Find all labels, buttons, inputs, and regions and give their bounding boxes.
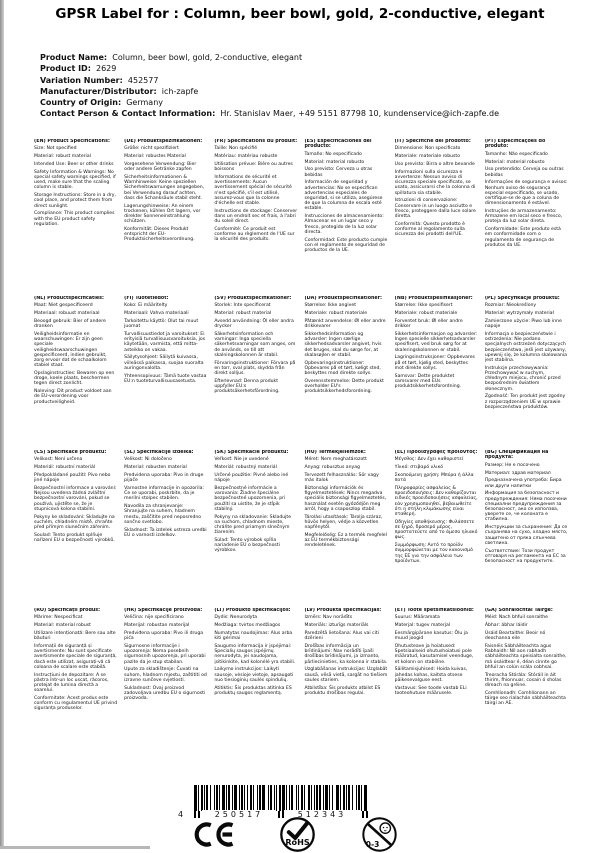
lang-block-line: Πληροφορίες ασφαλείας & προειδοποιήσεις: Δεν καθορίζονται ειδικές προειδοποιήσεις ασφαλείας, εάν χρησιμοποιηθεί, βεβαιωθείτε ότι η στήλη κλιμάκωσης είναι σταθερή. [394,486,478,518]
lang-block-bg [485,450,568,608]
lang-block-line: Faisnéis Sábháilteachta agus Rabhaidh: Níl aon rabhadh sábháilteachta speisialta sonraithe, má úsáidtear é, déan cinnte go bhfuil an colún scála cobhsaí. [484,644,567,670]
lang-block-header: (FI) Tuotetiedot: [124,296,169,301]
product-field-row [40,75,570,86]
product-field-row [40,63,570,74]
lang-block-nb [395,296,478,450]
lang-block-line: Συμμόρφωση: Αυτό το προϊόν συμμορφώνεται με τον κανονισμό της ΕΕ για την ασφάλεια των προϊόντων. [394,543,473,564]
lang-block-line: Informations de sécurité et avertissements: Aucun avertissement spécial de sécurité n'est spécifié, s'il est utilisé, assurez-vous que la colonne d'échelle est stable. [214,175,292,207]
lang-block-ga [485,608,568,714]
lang-block-sk [214,450,297,608]
lang-block-hr [124,608,207,714]
lang-block-line: Veličina: nije specificirano [124,615,184,621]
lang-block-header: (GA) Sonraíochtaí Táirge: [484,608,553,613]
lang-block-lt [214,608,297,714]
lang-block-line: Forventet bruk: Øl eller andre drikker [394,319,463,330]
lang-block-line: Dimensione: Non specificato [394,146,461,152]
product-field-value: 452577 [127,75,159,85]
lang-block-line: Säkerhetsinformation och varningar: Inga speciella säkerhetsvarningar som anges, om de används, se till att skalningskolonnen är stabil. [214,332,296,358]
lang-block-line: Size: Not specified [34,146,77,152]
lang-block-nl [34,296,117,450]
lang-block-line: Instructions de stockage: Conserver dans un endroit sec et frais, à l'abri du soleil direct. [214,208,298,225]
lang-block-hu [304,450,387,608]
lang-block-line: Material: material robusto [304,159,365,165]
lang-block-line: Mărime: Nespecificat [34,615,83,621]
lang-block-line: Méret: Nem meghatározott [304,457,367,463]
lang-block-da [304,296,387,450]
lang-block-line: Biztonsági információk és figyelmeztetések: Nincs megadva speciális biztonsági figyelmeztetés, használat esetén győződjön meg arról, hogy a csaposzlop stabil. [304,486,387,512]
lang-block-line: Istruzioni di conservazione: Conservare in un luogo asciutto e fresco, proteggere dalla luce solare diretta. [394,198,476,220]
lang-block-line: Koko: Ei määritelty [124,303,168,309]
lang-block-line: Σκοπούμενη χρήση: Μπύρα ή άλλα ποτά [394,473,474,484]
lang-block-line: Naleving: Dit product voldoet aan de EU-verordening voor productveiligheid. [34,389,112,405]
lang-block-line: Určené použitie: Pivné alebo iné nápoje [214,473,289,484]
lang-block-line: Turvallisuustiedot ja varoitukset: Ei erityisiä turvallisuusvaroituksia, jos käytetään, varmista, että mitta-asteikko on vakaa. [124,332,206,353]
lang-block-header: (LV) Produkta specifikācijas: [304,608,382,613]
lang-block-line: Informazioni sulla sicurezza e avvertenze: Nessun avviso di sicurezza speciale specificato, se usato, assicurarsi che la colonna di spillatura sia stabile. [394,169,476,196]
lang-block-line: Предназначена употреба: Бира или други напитки [484,478,562,489]
lang-block-line: Medžiaga: tvirtos medžiagos [214,623,281,629]
lang-block-line: Instruções de armazenamento: Armazene em local seco e fresco, proteja da luz solar direta. [484,209,563,225]
lang-block-line: Lagringsinstruksjoner: Oppbevares på et tørt, kjølig sted, beskyttes mot direkte sollys. [394,355,475,371]
lang-block-header: (HU) Termékjellemzők: [304,450,366,455]
product-field-value: Hr. Stanislav Maer, +49 5151 87798 10, kundenservice@ich-zapfe.de [220,109,500,119]
lang-block-line: Súlad: Tento výrobok spĺňa nariadenie EÚ o bezpečnosti výrobkov. [214,538,280,554]
barcode-left-digits: 250517 [202,810,276,820]
barcode-right-digits: 512343 [284,810,360,820]
lang-block-de [124,139,207,296]
lang-block-pt [485,139,568,296]
lang-block-line: Overensstemmelse: Dette produkt overholder EU's produktsikkerhedsforordning. [304,378,384,395]
lang-block-line: Lagerungshinweise: An einem trockenen, kühlen Ort lagern, vor direkter Sonneneinstrahlung schützen. [124,203,201,225]
lang-block-line: Pokyny na skladovanie: Skladujte na suchom, chladnom mieste, chráňte pred priamym slnečným žiarením. [214,514,292,536]
lang-block-line: Storage Instructions: Store in a dry, cool place, and protect them from direct sunlight. [34,193,116,209]
lang-block-line: Material: robust material [34,154,91,160]
lang-block-line: Sigurnosne informacije i upozorenja: Nema posebnih sigurnosnih upozorenja, pri uporabi pazite da je stup stabilan. [124,644,206,665]
lang-block-line: Megfelelőség: Ez a termék megfelel az EU termékbiztonsági rendeletének. [304,532,387,549]
lang-block-line: Bezpečnostné informácie a varovania: Žiadne špeciálne bezpečnostné upozornenia, pri použití sa uistite, že je stĺpik stabilný. [214,486,286,512]
product-field-value: Germany [126,98,164,108]
lang-block-line: Suurus: Määramata [394,615,440,621]
lang-block-header: (CS) Specifikace produktu: [34,450,107,455]
lang-block-line: Treoracha Stórála: Stóráil in áit thirim, fhionnuar, cosain ó sholas díreach na gréine. [484,672,562,689]
lang-block-line: Størrelse: Ikke angivet [304,303,356,309]
lang-block-line: Taille: Non spécifié [214,146,258,152]
lang-block-line: Tervezett felhasználás: Sör vagy más italok [304,473,379,484]
lang-block-fr [214,139,297,296]
lang-block-line: Säilytysohjeet: Säilytä kuivassa, viileässä paikassa, suojaa suoralta auringonvalolta. [124,355,204,371]
lang-block-line: Bezpečnostní informace a varování: Nejsou uvedena žádná zvláštní bezpečnostní varování, pokud se používá, ujistěte se, že je stupnicová kolona stabilní. [34,486,117,512]
lang-block-line: Predviđena uporaba: Pivo ili druga pića [124,631,204,642]
lang-block-line: Tamanho: Não especificado [484,151,548,157]
lang-block-line: Predvidena uporaba: Pivo in druge pijače [124,473,204,484]
barcode-prefix-digit: 4 [178,810,184,819]
lang-block-line: Předpokládané použití: Pivo nebo jiné nápoje [34,473,111,484]
lang-block-line: Instrucțiuni de depozitare: A se păstra într-un loc uscat, răcoros, protejat de lumina directă a soarelui. [34,672,109,694]
lang-block-header: (DA) Produktspecifikationer: [304,296,382,301]
lang-block-el [395,450,478,608]
lang-block-header: (IT) Specifiche del prodotto: [394,139,471,144]
lang-block-line: Úsáid Beartaithe: Beoir nó deochanna eile [484,631,546,642]
lang-block-line: Eesmärgipärane kasutus: Õlu ja muud joogid [394,631,468,642]
lang-block-line: Drošības informācija un brīdinājumi: Nav norādīti īpaši drošības brīdinājumi, ja izmanto, pārliecinieties, ka kolonna ir stabila. [304,644,388,665]
product-field-row [40,108,570,119]
lang-block-cs [34,450,117,608]
lang-block-line: Pokyny ke skladování: Skladujte na suchém, chladném místě, chraňte před přímým slunečním zářením. [34,514,115,531]
rohs-label: RoHS [285,836,310,847]
lang-block-line: Материал: здрав материал [484,470,551,476]
lang-block-it [395,139,478,296]
lang-block-line: Storlek: Inte specificerat [214,303,271,309]
lang-block-line: Instrukcje przechowywania: Przechowywać w suchym, chłodnym miejscu, chronić przed bezpośrednim światłem słonecznym. [484,365,561,392]
lang-block-line: Material: robustes Material [124,154,186,160]
lang-block-line: Conformidade: Este produto está em conformidade com o regulamento de segurança de produtos da UE. [484,227,561,248]
lang-block-line: Conformitate: Acest produs este conform cu regulamentul UE privind siguranța produselor. [34,696,118,712]
lang-block-line: Material: material robusto [484,159,545,165]
lang-block-line: Anyag: robusztus anyag [304,465,360,471]
lang-block-line: Velikost: Ni določeno [124,457,172,463]
lang-block-line: Efterlevnad: Denna produkt uppfyller EU:s produktsäkerhetsförordning. [214,378,280,395]
scan-edge-left-artifact [0,0,4,849]
lang-block-line: Atitiktis: Šis produktas atitinka ES produktų saugos reglamentą. [214,685,292,696]
lang-block-header: (FR) Spécifications du produit: [214,139,298,144]
lang-block-line: Zamierzone użycie: Piwo lub inne napoje [484,319,562,330]
product-field-label: Product ID: [40,64,91,74]
lang-block-line: Sicherheitsinformationen & Warnhinweise: Keine speziellen Sicherheitswarnungen angegeben, bei Verwendung darauf achten, dass die Schanksäule stabil steht. [124,175,205,201]
lang-block-line: Materiāls: izturīgs materiāls [304,623,369,629]
lang-block-line: Skladnost: Ta izdelek ustreza uredbi EU o varnosti izdelkov. [124,527,207,538]
lang-block-line: Säilitamisjuhised: Hoida kuivas, jahedas kohas, kaitsta otsese päikesevalguse eest. [394,667,468,683]
lang-block-header: (SV) Produktspecifikationer: [214,296,292,301]
lang-block-line: Vorgesehene Verwendung: Bier oder andere Getränke zapfen [124,162,197,173]
lang-block-sl [124,450,207,608]
lang-block-line: Materiał: wytrzymały materiał [484,311,554,317]
lang-block-line: Conformidad: Este producto cumple con el reglamento de seguridad de productos de la UE. [304,237,388,254]
lang-block-header: (LT) Produkto specifikacijos: [214,608,291,613]
lang-block-line: Izmērs: Nav norādīts [304,615,353,621]
barcode-bars [194,785,367,811]
lang-block-lv [304,608,387,714]
lang-block-line: Materiaal: robuust materiaal [34,311,100,317]
lang-block-line: Materiale: materiale robusto [394,154,461,160]
lang-block-header: (ES) Especificaciones del producto: [304,139,372,150]
lang-block-header: (HR) Specifikacije proizvoda: [124,608,203,613]
product-field-value: Column, beer bowl, gold, 2-conductive, elegant [112,53,303,62]
product-info-section [40,52,570,120]
lang-block-line: Sikkerhetsinformasjon og advarsler: Ingen spesielle sikkerhetsadvarsler spesifisert, ved bruk sørg for at skaleringskolonnen er stabil. [394,332,478,353]
lang-block-sv [214,296,297,450]
lang-block-pl [485,296,568,450]
lang-block-line: Yhteensopivuus: Tämä tuote vastaa EU:n tuoteturvallisuusasetusta. [124,373,207,384]
lang-block-header: (SK) Špecifikácie produktu: [214,450,289,455]
lang-block-line: Paredzētā lietošana: Alus vai citi dzērieni [304,631,379,642]
lang-block-line: Съответствие: Този продукт отговаря на регламента на ЕС за безопасност на продуктите. [484,548,566,565]
lang-block-header: (SL) Specifikacije izdelka: [124,450,194,455]
product-field-label: Country of Origin: [40,98,122,108]
lang-block-header: (PL) Specyfikacje produktu: [484,296,560,301]
language-blocks-grid [34,139,568,714]
product-field-value: 2629 [96,64,117,74]
lang-block-line: Comhlíonadh: Comhlíonann an táirge seo rialachán sábháilteachta táirgí an AE. [484,690,566,707]
rohs-icon [279,816,316,853]
lang-block-line: Utilisation prévue: Bière ou autres boissons [214,162,293,173]
lang-block-line: Samsvar: Dette produktet samsvarer med EUs produktsikkerhetsforordning. [394,373,462,390]
lang-block-line: Sikkerhedsinformation og advarsler: Ingen særlige sikkerhedsadvarsler angivet, hvis det bruges, skal du sørge for, at skalasøjlen er stabil. [304,332,382,358]
lang-block-line: Méid: Nach bhfuil sonraithe [484,615,548,621]
lang-block-line: Conformità: Questo prodotto è conforme al regolamento sulla sicurezza dei prodotti dell'UE. [394,221,465,238]
lang-block-line: Tamaño: No especificado [304,151,362,157]
lang-block-line: Laikymo instrukcijos: Laikyti sausoje, vėsioje vietoje, apsaugoti nuo tiesioginių saulės spindulių. [214,667,294,683]
lang-block-line: Soulad: Tento produkt splňuje nařízení EU o bezpečnosti výrobků. [34,532,115,544]
lang-block-line: Upute za skladištenje: Čuvati na suhom, hladnom mjestu, zaštititi od izravne sunčeve svjetlosti. [124,667,207,683]
lang-block-line: Utilizare intenționată: Bere sau alte băuturi [34,631,116,642]
lang-block-line: Vastavus: See toode vastab ELi tooteohutuse määrusele. [394,685,467,696]
product-field-row [40,97,570,108]
lang-block-line: Informações de segurança e avisos: Nenhum aviso de segurança especial especificado, se usado, certifique-se de que a coluna de dimensionamento é estável. [484,180,568,207]
lang-block-line: Material: robust material [214,311,272,317]
lang-block-line: Atbilstība: Šis produkts atbilst ES produktu drošības regulai. [304,685,381,696]
lang-block-line: Materiál: robustní materiál [34,465,96,471]
lang-block-line: Instrucciones de almacenamiento: Almacenar en un lugar seco y fresco, protegido de la luz solar directa. [304,214,384,235]
lang-block-line: Materiale: robust materiale [394,311,458,317]
lang-block-line: Materiale: robust materiale [304,311,368,317]
lang-block-line: Ábhar: ábhar láidir [484,623,528,629]
lang-block-line: Varnostne informacije in opozorila: Če se uporabi, poskrbite, da je merilni stolpec stabilen. [124,486,204,502]
product-field-label: Product Name: [40,53,108,62]
lang-block-line: Sukladnost: Ovaj proizvod zadovoljava uredbu EU o sigurnosti proizvoda. [124,685,206,702]
lang-block-line: Информация за безопасност и предупреждения: Няма посочени специални предупреждения за безопасност, ако се използва, уверете се, че колоната е стабилна. [484,491,567,523]
product-field-label: Contact Person & Contact Information: [40,109,216,119]
lang-block-line: Dydis: Nenurodyta [214,615,258,621]
barcode [178,785,378,823]
lang-block-line: Размер: Не е посочено [484,462,540,468]
lang-block-line: Größe: nicht spezifiziert [124,146,179,152]
lang-block-line: Ohutusteave ja hoiatused: Spetsiaalseid ohutushoiatusi pole määratud, kasutamisel veenduge, et kolonn on stabiilne. [394,644,474,665]
lang-block-line: Veiligheidsinformatie en waarschuwingen: Er zijn geen speciale veiligheidswaarschuwingen gespecificeerd, indien gebruikt, zorg ervoor dat de schaalkolom stabiel staat. [34,332,107,369]
lang-block-line: Información de seguridad y advertencias: No se especifican advertencias especiales de seguridad, si se utiliza, asegúrese de que la columna de escala esté estable. [304,180,383,212]
barcode-guard-left [194,811,196,818]
lang-block-header: (NB) Produktspesifikasjoner: [394,296,473,301]
lang-block-line: Οδηγίες αποθήκευσης: Φυλάσσετε σε ξηρό, δροσερό μέρος, προστατεύετε από το άμεσο ηλιακό φως. [394,519,478,541]
lang-block-line: Veľkosť: Nie je uvedené [214,457,269,463]
lang-block-header: (PT) Especificações do produto: [484,139,546,150]
lang-block-line: Påtænkt anvendelse: Øl eller andre drikkevarer [304,319,386,330]
lang-block-line: Matériau: matériau robuste [214,154,278,160]
lang-block-line: Informacja o bezpieczeństwie i ostrzeżenia: Nie podano specjalnych ostrzeżeń dotyczących bezpieczeństwa, jeśli jest używany, upewnij się, że kolumna skalowania jest stabilna. [484,332,567,364]
lang-block-line: Velikost: Není určena [34,457,83,463]
lang-block-line: Förvaringsinstruktioner: Förvara på en torr, sval plats, skydda från direkt solljus. [214,360,296,377]
lang-block-line: Avsedd användning: Öl eller andra drycker [214,319,294,330]
lang-block-line: Safety Information & Warnings: No special safety warnings specified, if used, make sure that the scaling column is stable. [34,169,116,191]
lang-block-line: Navodila za shranjevanje: Shranjujte na suhem, hladnem mestu, zaščitite pred neposredno sončno svetlobo. [124,504,202,525]
lang-block-line: Tarkoitettu käyttö: Olut tai muut juomat [124,319,199,330]
lang-block-header: (EN) Product Specifications: [34,139,110,144]
lang-block-line: Compliance: This product complies with the EU product safety regulation. [34,211,115,227]
lang-block-line: Opslaginstructies: Bewaren op een droge, koele plaats, beschermen tegen direct zonlicht. [34,371,115,387]
lang-block-header: (NL) Productspecificaties: [34,296,104,301]
product-field-value: ich-zapfe [161,86,199,96]
lang-block-line: Materiaali: Vahva materiaali [124,311,189,317]
lang-block-line: Uso pretendido: Cerveja ou outras bebidas [484,167,564,178]
product-field-row [40,86,570,97]
lang-block-header: (BG) Спецификация на продукта: [484,450,549,461]
lang-block-line: Uzglabāšanas instrukcijas: Uzglabāt sausā, vēsā vietā, sargāt no tiešiem saules stariem. [304,667,388,683]
product-field-label: Variation Number: [40,75,123,85]
lang-block-line: Μέγεθος: Δεν έχει καθοριστεί [394,457,464,463]
lang-block-line: Инструкции за съхранение: Да се съхранява на сухо, хладно място, защитено от пряка слънчева светлина. [484,525,568,546]
product-field-row [40,52,570,63]
baby-face-icon [380,823,390,833]
lang-block-line: Conformité: Ce produit est conforme au règlement de l'UE sur la sécurité des produits. [214,227,295,243]
lang-block-line: Numatytas naudojimas: Alus arba kiti gėrimai [214,631,293,642]
barcode-bar [364,785,367,811]
lang-block-et [395,608,478,714]
lang-block-header: (RO) Specificații produs: [34,608,101,613]
age-range-label: 0-3 [365,840,380,850]
lang-block-line: Saugumo informacija ir įspėjimai: Specialių saugos įspėjimų nenurodyta, jei naudojama, įsitikinkite, kad kolonėlė yra stabili. [214,644,296,665]
lang-block-line: Material: robusten material [124,465,187,471]
lang-block-line: Intended Use: Beer or other drinks [34,162,114,167]
lang-block-ro [34,608,117,714]
lang-block-line: Rozmiar: Nieokreślony [484,303,537,309]
lang-block-line: Maat: Niet gespecificeerd [34,303,93,309]
lang-block-line: Uso previsto: Birra o altre bevande [394,162,475,167]
barcode-guard-left2 [198,811,200,818]
lang-block-line: Materiál: robustný materiál [214,465,277,471]
lang-block-line: Beoogd gebruik: Bier of andere dranken [34,319,106,330]
lang-block-en [34,139,117,296]
lang-block-line: Materjal: tugev materjal [394,623,451,629]
page-title: GPSR Label for : Column, beer bowl, gold, 2-conductive, elegant [55,6,545,22]
lang-block-fi [124,296,207,450]
lang-block-line: Størrelse: Ikke spesifisert [394,303,453,309]
ce-mark-icon [189,821,235,848]
lang-block-line: Zgodność: Ten produkt jest zgodny z rozporządzeniem UE w sprawie bezpieczeństwa produktów. [484,394,566,410]
lang-block-line: Tárolási utasítások: Tárolja száraz, hűvös helyen, védje a közvetlen napfénytől. [304,514,383,531]
lang-block-header: (ET) Toote spetsifikatsioonid: [394,608,474,613]
lang-block-line: Uso previsto: Cerveza u otras bebidas [304,167,373,178]
lang-block-header: (EL) Προδιαγραφές προϊόντος: [394,450,478,455]
lang-block-line: Materijal: robustan materijal [124,623,190,629]
lang-block-line: Υλικό: στιβαρό υλικό [394,465,444,471]
lang-block-line: Informații de siguranță și avertismente: Nu sunt specificate avertismente speciale de siguranță, dacă este utilizat, asigurați-vă că coloana de scalare este stabilă. [34,644,117,670]
lang-block-line: Material: material robust [34,623,91,629]
lang-block-line: Konformität: Dieses Produkt entspricht der EU-Produktsicherheitsverordnung. [124,227,195,243]
age-warning-0-3-icon [361,816,398,853]
product-field-label: Manufacturer/Distributor: [40,86,157,96]
lang-block-es [304,139,387,296]
lang-block-header: (DE) Produktspezifikationen: [124,139,203,144]
lang-block-line: Opbevaringsinstruktioner: Opbevares på et tørt, køligt sted, beskyttes mod direkte sollys. [304,360,381,377]
